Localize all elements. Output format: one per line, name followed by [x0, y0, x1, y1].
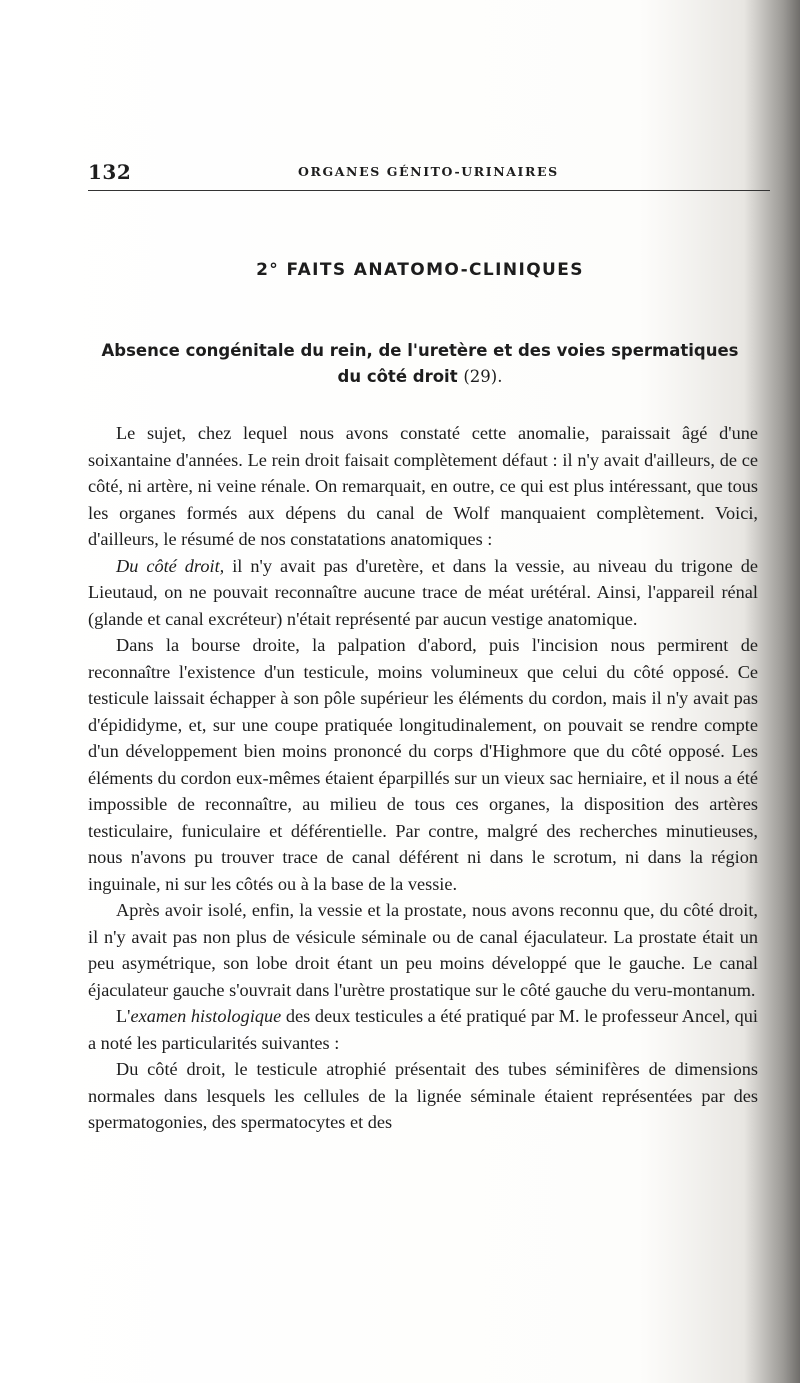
paragraph-5-text: des deux testicules a été pratiqué par M. le professeur Ancel, qui a noté les particularités suivantes : — [88, 1006, 758, 1053]
running-title: ORGANES GÉNITO-URINAIRES — [298, 164, 559, 179]
paragraph-5-italic: examen histologique — [130, 1006, 282, 1026]
article-title-line1: Absence congénitale du rein, de l'uretère et des voies spermatiques — [101, 341, 739, 360]
paragraph-6: Du côté droit, le testicule atrophié présentait des tubes séminifères de dimensions normales dans lesquels les cellules de la lignée séminale étaient représentées par des spermatogonies, des spermatocytes et des — [88, 1059, 758, 1132]
paragraph-3: Dans la bourse droite, la palpation d'abord, puis l'incision nous permirent de reconnaître l'existence d'un testicule, moins volumineux que celui du côté opposé. Ce testicule laissait échapper à son pôle supérieur les éléments du cordon, mais il n'y avait pas d'épididyme, et, sur une coupe pratiquée longitudinalement, on pouvait se rendre compte d'un développement bien moins prononcé du corps d'Highmore que du côté opposé. Les éléments du cordon eux-mêmes étaient éparpillés sur un vieux sac herniaire, et il nous a été impossible de reconnaître, au milieu de tous ces organes, la disposition des artères testiculaire, funiculaire et déférentielle. Par contre, malgré des recherches minutieuses, nous n'avons pu trouver trace de canal déférent ni dans le scrotum, ni dans la région inguinale, ni sur les côtés ou à la base de la vessie. — [88, 635, 758, 894]
section-heading: 2° FAITS ANATOMO-CLINIQUES — [256, 260, 584, 280]
article-reference: (29). — [463, 367, 503, 386]
paragraph-2-italic: Du côté droit, — [116, 555, 225, 576]
paragraph-5-prefix: L' — [116, 1006, 131, 1026]
paragraph-1: Le sujet, chez lequel nous avons constaté cette anomalie, paraissait âgé d'une soixantaine d'années. Le rein droit faisait complètement défaut : il n'y avait d'ailleurs, de ce côté, ni artère, ni veine rénale. On remarquait, en outre, ce qui est plus intéressant, que tous les organes formés aux dépens du canal de Wolf manquaient complètement. Voici, d'ailleurs, le résumé de nos constatations anatomiques : — [88, 423, 758, 549]
article-title — [80, 338, 760, 390]
header-rule — [88, 190, 770, 191]
paragraph-4: Après avoir isolé, enfin, la vessie et la prostate, nous avons reconnu que, du côté droit, il n'y avait pas non plus de vésicule séminale ou de canal éjaculateur. La prostate était un peu asymétrique, son lobe droit étant un peu moins développé que le gauche. Le canal éjaculateur gauche s'ouvrait dans l'urètre prostatique sur le côté gauche du veru-montanum. — [88, 900, 758, 1000]
article-title-line2 — [80, 364, 760, 390]
paragraph-2 — [88, 553, 758, 633]
paragraph-5 — [88, 1003, 758, 1056]
page-number: 132 — [88, 160, 132, 184]
paragraph-2-text: il n'y avait pas d'uretère, et dans la vessie, au niveau du trigone de Lieutaud, on ne pouvait reconnaître aucune trace de méat urétéral. Ainsi, l'appareil rénal (glande et canal excréteur) n'était représenté par aucun vestige anatomique. — [88, 555, 758, 629]
body-text — [88, 420, 758, 1136]
article-title-line2-text: du côté droit — [337, 367, 458, 386]
